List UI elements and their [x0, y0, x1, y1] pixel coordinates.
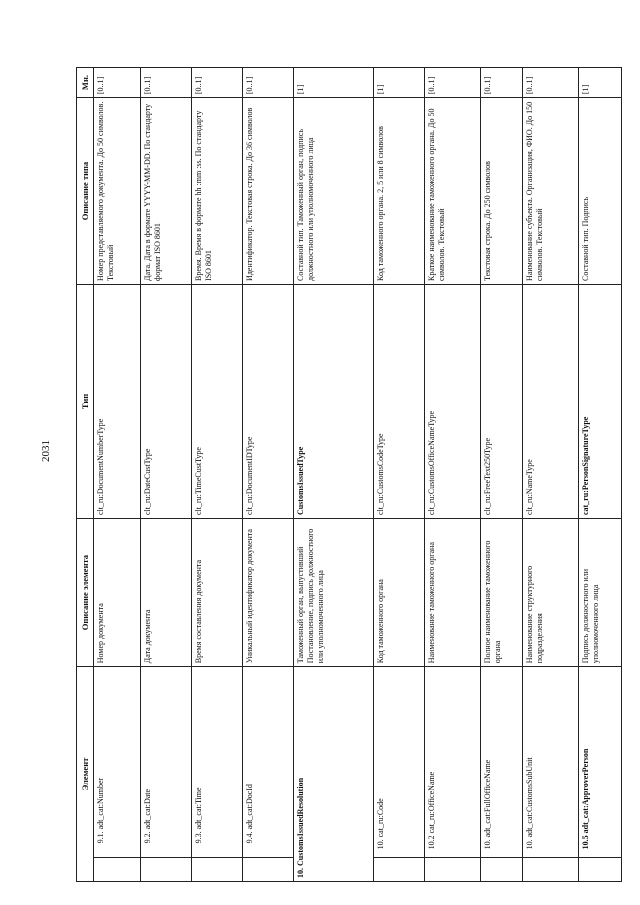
- row-indent-cell: [374, 858, 425, 882]
- row-element: [374, 667, 425, 858]
- row-number: 10.2: [427, 835, 436, 850]
- row-description: Код таможенного органа: [374, 519, 425, 667]
- table-row: [579, 68, 622, 882]
- table-row: [294, 68, 374, 882]
- row-indent-cell: [481, 858, 523, 882]
- row-multiplicity: [0..1]: [94, 68, 141, 98]
- row-element: [481, 667, 523, 858]
- row-multiplicity: [1]: [374, 68, 425, 98]
- row-description: Дата документа: [141, 519, 192, 667]
- row-element-name: cat_ru:OfficeName: [427, 771, 436, 834]
- row-number: 10.: [376, 839, 385, 850]
- row-element-name: adt_cat:DocId: [245, 784, 254, 830]
- row-indent-cell: [94, 858, 141, 882]
- row-type: cat_ru:PersonSignatureType: [579, 284, 622, 518]
- row-number: 10.: [483, 839, 492, 850]
- row-indent-cell: [192, 858, 243, 882]
- row-type: clt_ru:DateCustType: [141, 284, 192, 518]
- row-multiplicity: [1]: [579, 68, 622, 98]
- page-number: 2031: [40, 440, 52, 462]
- row-element: [294, 667, 374, 882]
- row-type: clt_ru:DocumentNumberType: [94, 284, 141, 518]
- row-description: Таможенный орган, выпустивший Постановление, подпись должностного или уполномоченного лица: [294, 519, 374, 667]
- row-element: [94, 667, 141, 858]
- row-type-description: Наименование субъекта. Организация, ФИО. До 150 символов. Текстовый: [523, 98, 579, 285]
- row-description: Полное наименование таможенного органа: [481, 519, 523, 667]
- table-row: [94, 68, 141, 882]
- table-row: [192, 68, 243, 882]
- row-number: 10.5: [581, 835, 590, 850]
- row-element-name: adt_cat:FullOfficeName: [483, 759, 492, 838]
- row-description: Наименование таможенного органа: [425, 519, 481, 667]
- row-number: 9.2.: [143, 831, 152, 844]
- row-indent-cell: [425, 858, 481, 882]
- row-type-description: Составной тип. Подпись: [579, 98, 622, 285]
- table-row: [374, 68, 425, 882]
- row-type: clt_ru:CustomsOfficeNameType: [425, 284, 481, 518]
- table-row: [523, 68, 579, 882]
- table-row: [243, 68, 294, 882]
- header-type: Тип: [77, 284, 94, 518]
- row-number: 10.: [525, 839, 534, 850]
- row-multiplicity: [0..1]: [243, 68, 294, 98]
- row-element-name: adt_cat:Time: [194, 787, 203, 830]
- row-multiplicity: [0..1]: [141, 68, 192, 98]
- row-number: 9.3.: [194, 831, 203, 844]
- row-element: [579, 667, 622, 858]
- rotated-table-container: [76, 67, 612, 882]
- row-type-description: Время. Время в формате hh :mm :ss. По стандарту ISO 8601: [192, 98, 243, 285]
- row-element-name: cat_ru:Code: [376, 798, 385, 838]
- row-indent-cell: [141, 858, 192, 882]
- row-number: 9.4.: [245, 831, 254, 844]
- schema-table: [76, 67, 622, 882]
- table-row: [425, 68, 481, 882]
- row-description: Уникальный идентификатор документа: [243, 519, 294, 667]
- row-multiplicity: [0..1]: [192, 68, 243, 98]
- row-type: clt_ru:DocumentIDType: [243, 284, 294, 518]
- row-element-name: adt_cat:CustomsSubUnit: [525, 757, 534, 838]
- row-multiplicity: [1]: [294, 68, 374, 98]
- table-row: [141, 68, 192, 882]
- header-type-description: Описание типа: [77, 98, 94, 285]
- table-row: [481, 68, 523, 882]
- row-description: Подпись должностного или уполномоченного лица: [579, 519, 622, 667]
- row-type: clt_ru:CustomsCodeType: [374, 284, 425, 518]
- table-header-row: [77, 68, 94, 882]
- row-element-name: adt_cat:Date: [143, 788, 152, 830]
- row-indent-cell: [579, 858, 622, 882]
- row-description: Номер документа: [94, 519, 141, 667]
- header-multiplicity: Мн.: [77, 68, 94, 98]
- row-multiplicity: [0..1]: [425, 68, 481, 98]
- row-element: [243, 667, 294, 858]
- row-element-name: CustomsIssuedResolution: [296, 777, 305, 866]
- row-element-name: adt_cat:Number: [96, 777, 105, 830]
- header-element-description: Описание элемента: [77, 519, 94, 667]
- row-element: [192, 667, 243, 858]
- row-type-description: Составной тип. Таможенный орган, подпись должностного или уполномоченного лица: [294, 98, 374, 285]
- row-description: Наименование структурного подразделения: [523, 519, 579, 667]
- row-number: 9.1.: [96, 831, 105, 844]
- header-element: Элемент: [77, 667, 94, 882]
- row-type-description: Код таможенного органа. 2, 5 или 8 символов: [374, 98, 425, 285]
- row-element: [523, 667, 579, 858]
- row-element: [141, 667, 192, 858]
- row-type-description: Дата. Дата в формате YYYY-MM-DD. По стандарту формат ISO 8601: [141, 98, 192, 285]
- row-description: Время составления документа: [192, 519, 243, 667]
- row-type-description: Номер представляемого документа. До 50 символов. Текстовый: [94, 98, 141, 285]
- row-multiplicity: [0..1]: [481, 68, 523, 98]
- row-element: [425, 667, 481, 858]
- row-type-description: Идентификатор. Текстовая строка. До 36 символов: [243, 98, 294, 285]
- row-number: 10.: [296, 868, 305, 878]
- row-type-description: Краткое наименование таможенного органа. До 50 символов. Текстовый: [425, 98, 481, 285]
- row-multiplicity: [0..1]: [523, 68, 579, 98]
- row-type: clt_ru:TimeCustType: [192, 284, 243, 518]
- row-element-name: adt_cat:ApproverPerson: [581, 748, 590, 834]
- row-indent-cell: [523, 858, 579, 882]
- row-type: clt_ru:NameType: [523, 284, 579, 518]
- row-indent-cell: [243, 858, 294, 882]
- row-type-description: Текстовая строка. До 250 символов: [481, 98, 523, 285]
- row-type: CustomsIssuedType: [294, 284, 374, 518]
- row-type: clt_ru:FreeText250Type: [481, 284, 523, 518]
